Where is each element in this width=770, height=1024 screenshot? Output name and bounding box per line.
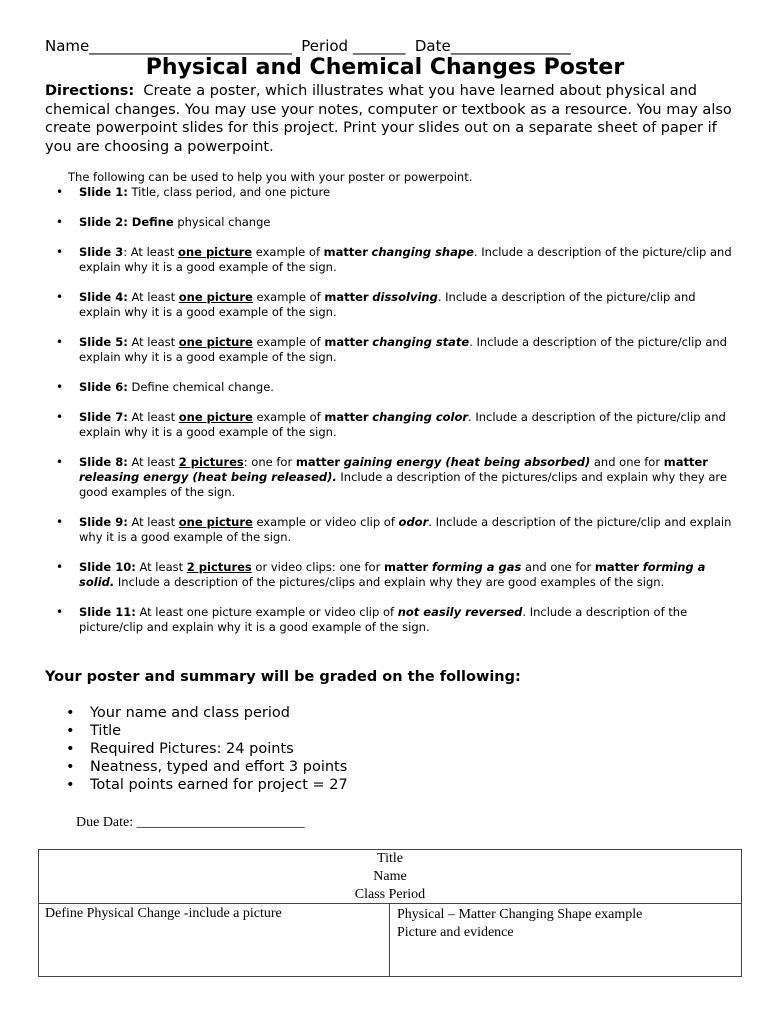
slide-item: • Slide 9: At least one picture example or video clip of odor. Include a description of the picture/clip and explain why it is a good example of the sign.	[56, 515, 736, 545]
slide-label: Slide 9:	[79, 515, 128, 529]
slide-label: Slide 10:	[79, 560, 136, 574]
table-right-line: Picture and evidence	[397, 925, 514, 940]
slide-item: • Slide 10: At least 2 pictures or video clips: one for matter forming a gas and one for matter forming a solid. Include a description of the pictures/clips and explain why they are good examples of the sign.	[56, 560, 736, 590]
slide-label: Slide 1:	[79, 185, 128, 199]
slide-label: Slide 11:	[79, 605, 136, 619]
slide-item: • Slide 1: Title, class period, and one picture	[56, 185, 736, 200]
table-right-cell	[390, 904, 741, 977]
grading-item: • Total points earned for project = 27	[66, 776, 348, 794]
grading-item: • Title	[66, 722, 348, 740]
slide-label: Slide 4:	[79, 290, 128, 304]
slide-item: • Slide 4: At least one picture example of matter dissolving. Include a description of the picture/clip and explain why it is a good example of the sign.	[56, 290, 736, 320]
table-left-cell: Define Physical Change -include a picture	[39, 904, 390, 977]
slides-intro: The following can be used to help you with your poster or powerpoint.	[68, 170, 473, 184]
due-date-line: Due Date: ________________________	[76, 815, 305, 830]
slide-item: • Slide 5: At least one picture example of matter changing state. Include a description of the picture/clip and explain why it is a good example of the sign.	[56, 335, 736, 365]
table-right-line: Physical – Matter Changing Shape example	[397, 907, 643, 922]
name-period-date-line: Name___________________________ Period _______ Date________________	[45, 37, 571, 55]
directions-text: Create a poster, which illustrates what you have learned about physical and chemical changes. You may use your notes, computer or textbook as a resource. You may also create powerpoint slides for this project. Print your slides out on a separate sheet of paper if you are choosing a powerpoint.	[45, 83, 732, 155]
slide-label: Slide 5:	[79, 335, 128, 349]
slide-item: • Slide 8: At least 2 pictures: one for matter gaining energy (heat being absorbed) and one for matter releasing energy (heat being released). Include a description of the pictures/clips and explain why they are good examples of the sign.	[56, 455, 736, 500]
poster-table	[38, 849, 742, 977]
slide-label: Slide 6:	[79, 380, 128, 394]
table-name: Name	[373, 869, 407, 884]
slide-item: • Slide 11: At least one picture example or video clip of not easily reversed. Include a description of the picture/clip and explain why it is a good example of the sign.	[56, 605, 736, 635]
slide-item: • Slide 7: At least one picture example of matter changing color. Include a description of the picture/clip and explain why it is a good example of the sign.	[56, 410, 736, 440]
page-title: Physical and Chemical Changes Poster	[145, 55, 625, 80]
grading-heading: Your poster and summary will be graded on the following:	[45, 669, 521, 685]
slide-item: • Slide 2: Define physical change	[56, 215, 736, 230]
directions-label: Directions:	[45, 83, 135, 99]
grading-list	[66, 704, 348, 794]
directions	[45, 82, 745, 156]
grading-item: • Neatness, typed and effort 3 points	[66, 758, 348, 776]
slide-label: Slide 8:	[79, 455, 128, 469]
slide-item: • Slide 6: Define chemical change.	[56, 380, 736, 395]
slide-label: Slide 3	[79, 245, 124, 259]
grading-item: • Your name and class period	[66, 704, 348, 722]
slide-item: • Slide 3: At least one picture example of matter changing shape. Include a description of the picture/clip and explain why it is a good example of the sign.	[56, 245, 736, 275]
table-class-period: Class Period	[354, 887, 426, 902]
slide-list	[56, 185, 736, 650]
slide-label: Slide 7:	[79, 410, 128, 424]
table-title: Title	[377, 851, 403, 866]
grading-item: • Required Pictures: 24 points	[66, 740, 348, 758]
table-title-cell	[39, 850, 741, 904]
slide-label: Slide 2: Define	[79, 215, 174, 229]
